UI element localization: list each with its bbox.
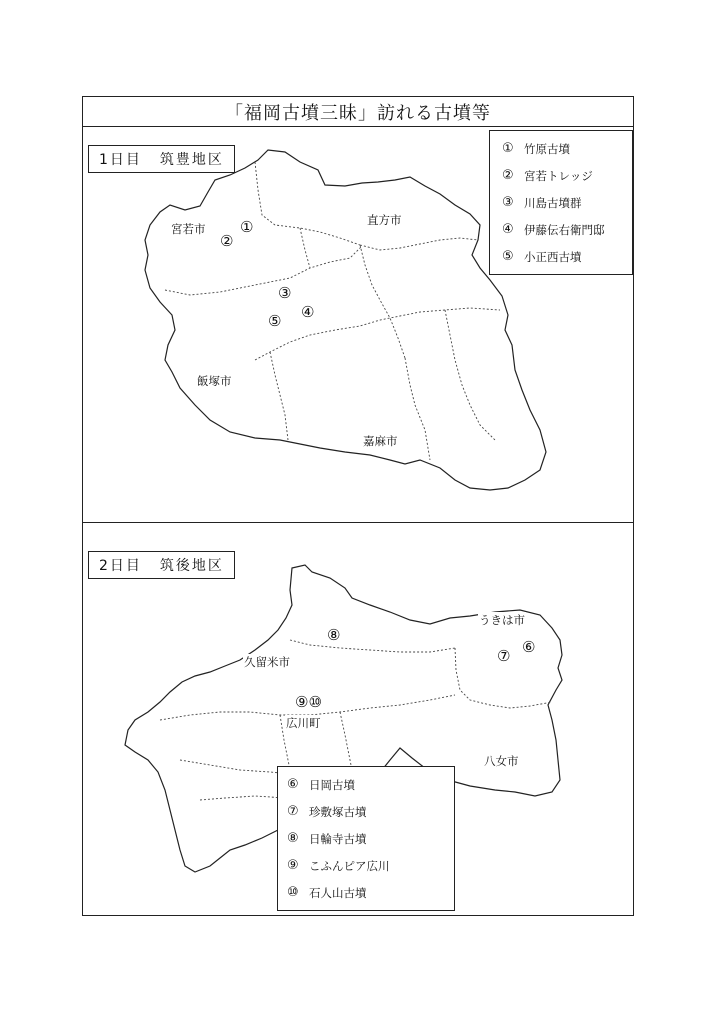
- day2-label-day: 2日目: [99, 558, 142, 574]
- page-title-text: 「福岡古墳三昧」訪れる古墳等: [225, 102, 491, 124]
- day2-label: [88, 551, 235, 579]
- day1-legend: [489, 130, 633, 275]
- legend-item: [287, 852, 454, 879]
- section-divider: [83, 522, 633, 523]
- legend-name: 日岡古墳: [309, 777, 355, 792]
- day2-legend: [277, 766, 455, 911]
- site-marker-5: ⑤: [268, 312, 282, 330]
- site-marker-4: ④: [301, 303, 315, 321]
- legend-item: [502, 243, 632, 270]
- legend-item: [502, 189, 632, 216]
- place-label-kama: 嘉麻市: [363, 434, 398, 448]
- legend-number: ⑤: [502, 249, 514, 264]
- day2-label-area: 筑後地区: [159, 558, 224, 574]
- legend-name: 石人山古墳: [309, 885, 367, 900]
- legend-number: ④: [502, 222, 514, 237]
- place-label-yame: 八女市: [484, 754, 519, 768]
- legend-number: ⑦: [287, 804, 299, 819]
- legend-number: ⑥: [287, 777, 299, 792]
- legend-number: ①: [502, 141, 514, 156]
- place-label-hirokawa: 広川町: [286, 716, 321, 730]
- legend-item: [287, 879, 454, 906]
- legend-name: 宮若トレッジ: [524, 168, 593, 183]
- legend-name: 竹原古墳: [524, 141, 570, 156]
- site-marker-9-10: ⑨⑩: [295, 693, 322, 711]
- legend-item: [287, 825, 454, 852]
- legend-name: 日輪寺古墳: [309, 831, 367, 846]
- place-label-kurume: 久留米市: [244, 655, 290, 669]
- legend-item: [502, 162, 632, 189]
- legend-number: ⑧: [287, 831, 299, 846]
- site-marker-1: ①: [240, 218, 254, 236]
- legend-number: ②: [502, 168, 514, 183]
- legend-name: こふんピア広川: [309, 858, 390, 873]
- legend-name: 珍敷塚古墳: [309, 804, 367, 819]
- place-label-miyawaka: 宮若市: [171, 222, 206, 236]
- place-label-nogata: 直方市: [367, 213, 402, 227]
- day1-label: [88, 145, 235, 173]
- legend-number: ⑩: [287, 885, 299, 900]
- place-label-ukiha: うきは市: [479, 613, 525, 627]
- legend-item: [502, 135, 632, 162]
- legend-item: [287, 798, 454, 825]
- site-marker-3: ③: [278, 284, 292, 302]
- site-marker-2: ②: [220, 232, 234, 250]
- site-marker-6: ⑥: [522, 638, 536, 656]
- legend-name: 伊藤伝右衛門邸: [524, 222, 605, 237]
- legend-item: [502, 216, 632, 243]
- day1-label-day: 1日目: [99, 152, 142, 168]
- site-marker-7: ⑦: [497, 647, 511, 665]
- legend-name: 川島古墳群: [524, 195, 582, 210]
- legend-name: 小正西古墳: [524, 249, 582, 264]
- legend-number: ③: [502, 195, 514, 210]
- place-label-iizuka: 飯塚市: [197, 374, 232, 388]
- day1-label-area: 筑豊地区: [159, 152, 224, 168]
- page-title: [83, 97, 633, 127]
- legend-number: ⑨: [287, 858, 299, 873]
- legend-item: [287, 771, 454, 798]
- site-marker-8: ⑧: [327, 626, 341, 644]
